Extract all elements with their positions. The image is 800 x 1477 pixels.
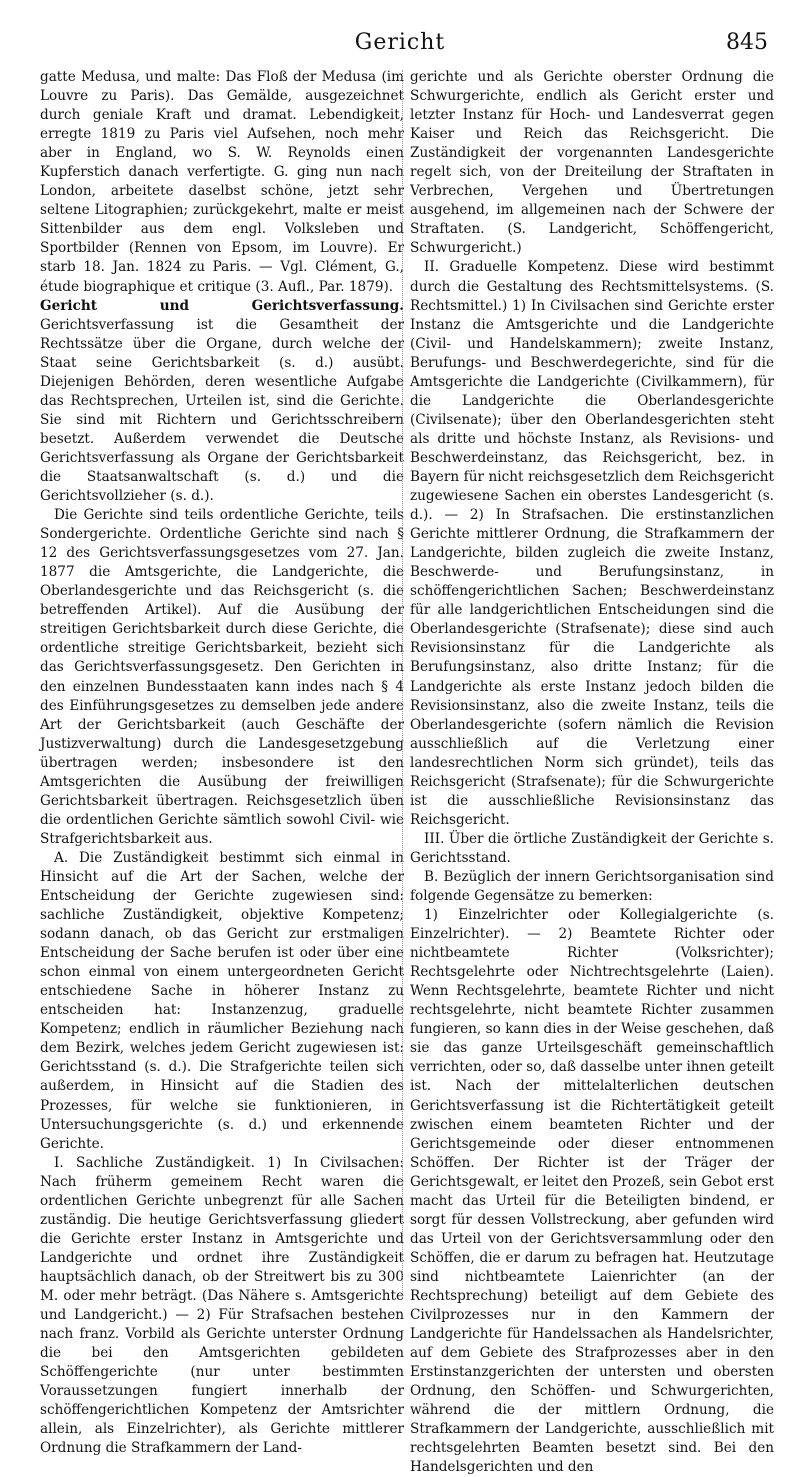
page-number: 845: [726, 30, 768, 55]
running-head: Gericht: [354, 30, 446, 55]
paragraph-einzelrichter: 1) Einzelrichter oder Kollegialgerichte (s. Einzelrichter). — 2) Beamtete Richter oder nichtbeamtete Richter (Volksrichter); Rechtsgelehrte oder Nichtrechtsgelehrte (Laien). Wenn Rechtsgelehrte, beamtete Richter und nicht rechtsgelehrte, nicht beamtete Richter zusammen fungieren, so kann dies in der Weise geschehen, daß sie das ganze Urteilsgeschäft gemeinschaftlich verrichten, oder so, daß dasselbe unter ihnen geteilt ist. Nach der mittelalterlichen deutschen Gerichtsverfassung ist die Richtertätigkeit geteilt zwischen einem beamteten Richter und der Gerichtsgemeinde oder dieser entnommenen Schöffen. Der Richter ist der Träger der Gerichtsgewalt, er leitet den Prozeß, sein Gebot erst macht das Urteil für die Beteiligten bindend, er sorgt für dessen Vollstreckung, aber gefunden wird das Urteil von der Gerichtsversammlung oder den Schöffen, die er darum zu befragen hat. Heutzutage sind nichtbeamtete Laienrichter (an der Rechtsprechung) beteiligt auf dem Gebiete des Civilprozesses nur in den Kammern der Landgerichte für Handelssachen als Handelsrichter, auf dem Gebiete des Strafprozesses aber in den Erstinstanzgerichten der untersten und obersten Ordnung, den Schöffen- und Schwurgerichten, während die der mittlern Ordnung, die Strafkammern der Landgerichte, ausschließlich mit rechtsgelehrten Beamten besetzt sind. Bei den Handelsgerichten und den: [410, 907, 774, 1476]
paragraph-gericault-continuation: gatte Medusa, und malte: Das Floß der Medusa (im Louvre zu Paris). Das Gemälde, ausgezeichnet durch geniale Kraft und dramat. Lebendigkeit, erregte 1819 zu Paris viel Aufsehen, noch mehr aber in England, wo S. W. Reynolds einen Kupferstich danach verfertigte. G. ging nun nach London, arbeitete daselbst schöne, jetzt sehr seltene Litographien; zurückgekehrt, malte er meist Sittenbilder aus dem engl. Volksleben und Sportbilder (Rennen von Epsom, im Louvre). Er starb 18. Jan. 1824 zu Paris. — Vgl. Clément, G., étude biographique et critique (3. Aufl., Par. 1879).: [40, 69, 404, 295]
paragraph-ordentliche-gerichte: Die Gerichte sind teils ordentliche Gerichte, teils Sondergerichte. Ordentliche Gerichte sind nach § 12 des Gerichtsverfassungsgesetzes vom 27. Jan. 1877 die Amtsgerichte, die Landgerichte, die Oberlandesgerichte und das Reichsgericht (s. die betreffenden Artikel). Auf die Ausübung der streitigen Gerichtsbarkeit durch diese Gerichte, die ordentliche streitige Gerichtsbarkeit, bezieht sich das Gerichtsverfassungsgesetz. Den Gerichten in den einzelnen Bundesstaaten kann indes nach § 4 des Einführungsgesetzes zu demselben jede andere Art der Gerichtsbarkeit (auch Geschäfte der Justizverwaltung) durch die Landesgesetzgebung übertragen werden; insbesondere ist den Amtsgerichten die Ausübung der freiwilligen Gerichtsbarkeit übertragen. Reichsgesetzlich üben die ordentlichen Gerichte sämtlich sowohl Civil- wie Strafgerichtsbarkeit aus.: [40, 507, 404, 847]
paragraph-graduelle-kompetenz: II. Graduelle Kompetenz. Diese wird bestimmt durch die Gestaltung des Rechtsmittelsystems. (S. Rechtsmittel.) 1) In Civilsachen sind Gerichte erster Instanz die Amtsgerichte und die Landgerichte (Civil- und Handelskammern); zweite Instanz, Berufungs- und Beschwerdegerichte, sind für die Amtsgerichte die Landgerichte (Civilkammern), für die Landgerichte die Oberlandesgerichte (Civilsenate); über den Oberlandesgerichten steht als dritte und höchste Instanz, als Revisions- und Beschwerdeinstanz, das Reichsgericht, bez. in Bayern für nicht reichsgesetzlich dem Reichsgericht zugewiesene Sachen ein oberstes Landesgericht (s. d.). — 2) In Strafsachen. Die erstinstanzlichen Gerichte mittlerer Ordnung, die Strafkammern der Landgerichte, bilden zugleich die zweite Instanz, Beschwerde- und Berufungsinstanz, in schöffengerichtlichen Sachen; Beschwerdeinstanz für alle landgerichtlichen Entscheidungen sind die Oberlandesgerichte (Strafsenate); diese sind auch Revisionsinstanz für die Landgerichte als Berufungsinstanz, also dritte Instanz; für die Landgerichte als erste Instanz jedoch bilden die Revisionsinstanz, also die zweite Instanz, teils die Oberlandesgerichte (sofern nämlich die Revision ausschließlich auf die Verletzung einer landesrechtlichen Norm sich gründet), teils das Reichsgericht (Strafsenate); für die Schwurgerichte ist die ausschließliche Revisionsinstanz das Reichsgericht.: [410, 259, 774, 828]
right-column: [410, 68, 774, 1477]
column-divider: [402, 70, 403, 1298]
entry-gericht-text: Gerichtsverfassung ist die Gesamtheit der Rechtssätze über die Organe, durch welche der Staat seine Gerichtsbarkeit (s. d.) ausübt. Diejenigen Behörden, deren wesentliche Aufgabe das Rechtsprechen, Urteilen ist, sind die Gerichte. Sie sind mit Richtern und Gerichtsschreibern besetzt. Außerdem verwendet die Deutsche Gerichtsverfassung als Organe der Gerichtsbarkeit die Staatsanwaltschaft (s. d.) und die Gerichtsvollzieher (s. d.).: [40, 316, 404, 505]
paragraph-gerichtsorganisation: B. Bezüglich der innern Gerichtsorganisation sind folgende Gegensätze zu bemerken:: [410, 868, 774, 905]
paragraph-sachliche-zustaendigkeit: I. Sachliche Zuständigkeit. 1) In Civilsachen: Nach früherm gemeinem Recht waren die ordentlichen Gerichte unbegrenzt für alle Sachen zuständig. Die heutige Gerichtsverfassung gliedert die Gerichte erster Instanz in Amtsgerichte und Landgerichte und ordnet ihre Zuständigkeit hauptsächlich danach, ob der Streitwert bis zu 300 M. oder mehr beträgt. (Das Nähere s. Amtsgerichte und Landgericht.) — 2) Für Strafsachen bestehen nach franz. Vorbild als Gerichte unterster Ordnung die bei den Amtsgerichten gebildeten Schöffengerichte (nur unter bestimmten Voraussetzungen fungiert innerhalb der schöffengerichtlichen Kompetenz der Amtsrichter allein, als Einzelrichter), als Gerichte mittlerer Ordnung die Strafkammern der Land-: [40, 1154, 404, 1457]
entry-headword: Gericht und Gerichtsverfassung.: [40, 297, 404, 314]
paragraph-oertliche-zustaendigkeit: III. Über die örtliche Zuständigkeit der Gerichte s. Gerichtsstand.: [410, 830, 774, 866]
left-column: [40, 68, 404, 1458]
entry-gericht-intro: [40, 297, 404, 507]
page-header: [0, 0, 800, 70]
paragraph-schwurgerichte: gerichte und als Gerichte oberster Ordnung die Schwurgerichte, endlich als Gericht erster und letzter Instanz für Hoch- und Landesverrat gegen Kaiser und Reich das Reichsgericht. Die Zuständigkeit der vorgenannten Landesgerichte regelt sich, von der Dreiteilung der Straftaten in Verbrechen, Vergehen und Übertretungen ausgehend, im allgemeinen nach der Schwere der Straftaten. (S. Landgericht, Schöffengericht, Schwurgericht.): [410, 69, 774, 257]
paragraph-zustaendigkeit: A. Die Zuständigkeit bestimmt sich einmal in Hinsicht auf die Art der Sachen, welche der Entscheidung der Gerichte zugewiesen sind: sachliche Zuständigkeit, objektive Kompetenz; sodann danach, ob das Gericht zur erstmaligen Entscheidung der Sache berufen ist oder über eine schon einmal von einem untergeordneten Gericht entschiedene Sache in höherer Instanz zu entscheiden hat: Instanzenzug, graduelle Kompetenz; endlich in räumlicher Beziehung nach dem Bezirk, welches jedem Gericht zugewiesen ist: Gerichtsstand (s. d.). Die Strafgerichte teilen sich außerdem, in Hinsicht auf die Stadien des Prozesses, für welche sie funktionieren, in Untersuchungsgerichte (s. d.) und erkennende Gerichte.: [40, 849, 404, 1152]
